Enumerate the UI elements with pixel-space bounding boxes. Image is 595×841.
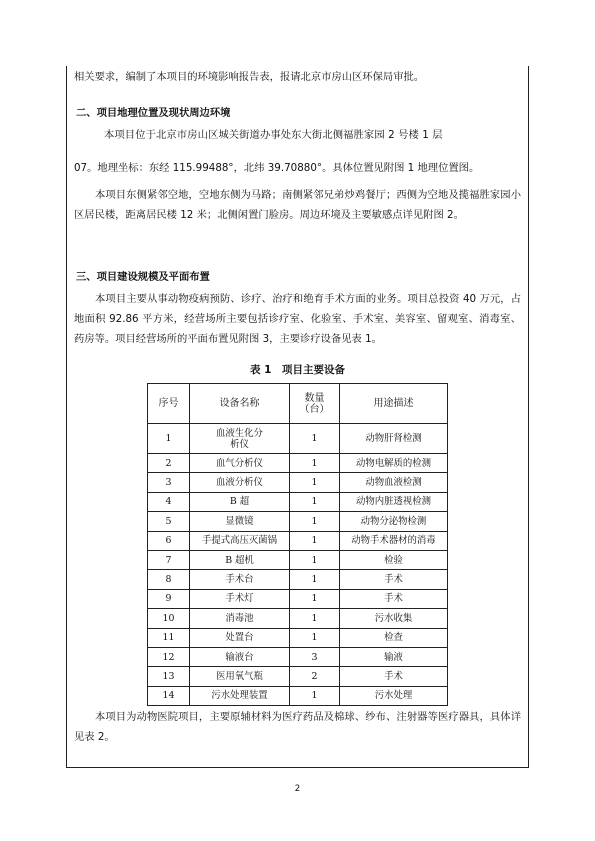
cell-qty: 1 [290,454,340,473]
cell-use: 动物分泌物检测 [340,512,448,531]
table-row [148,628,448,647]
cell-name: 血液分析仪 [190,473,290,492]
cell-use: 动物内脏透视检测 [340,492,448,511]
table-row [148,589,448,608]
table-row [148,512,448,531]
cell-qty: 1 [290,609,340,628]
cell-name: 输液台 [190,647,290,666]
cell-use: 动物肝肾检测 [340,424,448,454]
cell-qty: 2 [290,667,340,686]
cell-use: 手术 [340,570,448,589]
cell-use: 手术 [340,589,448,608]
cell-qty: 3 [290,647,340,666]
table-row [148,531,448,550]
equipment-table [147,383,448,706]
cell-use: 输液 [340,647,448,666]
table-row [148,686,448,705]
cell-no: 14 [148,686,190,705]
cell-use: 动物血液检测 [340,473,448,492]
table-row [148,454,448,473]
section-heading-scale: 三、项目建设规模及平面布置 [76,271,210,283]
cell-no: 3 [148,473,190,492]
cell-no: 13 [148,667,190,686]
cell-qty: 1 [290,628,340,647]
header-use: 用途描述 [340,384,448,424]
section-heading-location: 二、项目地理位置及现状周边环境 [76,107,231,119]
cell-name: 血液生化分析仪 [190,424,290,454]
cell-name: 血气分析仪 [190,454,290,473]
cell-name: 消毒池 [190,609,290,628]
cell-name: 显微镜 [190,512,290,531]
location-paragraph-line2: 07。地理坐标：东经 115.99488°，北纬 39.70880°。具体位置见附图 1 地理位置图。 [74,162,480,174]
cell-qty: 1 [290,424,340,454]
cell-use: 手术 [340,667,448,686]
header-qty-line2: （台） [299,403,330,415]
table-row [148,667,448,686]
cell-name: 医用氧气瓶 [190,667,290,686]
cell-use: 动物电解质的检测 [340,454,448,473]
cell-name: B 超机 [190,550,290,569]
header-qty-line1: 数量 [304,392,325,404]
cell-no: 7 [148,550,190,569]
cell-no: 9 [148,589,190,608]
cell-use: 检查 [340,628,448,647]
cell-use: 动物手术器材的消毒 [340,531,448,550]
table-row [148,473,448,492]
cell-name: 处置台 [190,628,290,647]
cell-no: 8 [148,570,190,589]
cell-use: 污水收集 [340,609,448,628]
cell-use: 检验 [340,550,448,569]
table-row [148,424,448,454]
cell-no: 12 [148,647,190,666]
table-row [148,570,448,589]
cell-qty: 1 [290,492,340,511]
header-name: 设备名称 [190,384,290,424]
table-row [148,550,448,569]
cell-no: 6 [148,531,190,550]
cell-name: 手提式高压灭菌锅 [190,531,290,550]
cell-qty: 1 [290,550,340,569]
table-row [148,647,448,666]
materials-paragraph: 本项目为动物医院项目，主要原辅材料为医疗药品及棉球、纱布、注射器等医疗器具，具体详见表 2。 [74,711,521,743]
cell-qty: 1 [290,531,340,550]
cell-name: 手术灯 [190,589,290,608]
cell-no: 4 [148,492,190,511]
cell-no: 2 [148,454,190,473]
cell-qty: 1 [290,473,340,492]
cell-no: 11 [148,628,190,647]
cell-no: 10 [148,609,190,628]
table-header-row [148,384,448,424]
cell-no: 1 [148,424,190,454]
cell-name: B 超 [190,492,290,511]
header-qty [290,384,340,424]
table-row [148,609,448,628]
table-row [148,492,448,511]
intro-tail-paragraph: 相关要求，编制了本项目的环境影响报告表，报请北京市房山区环保局审批。 [74,71,425,83]
cell-qty: 1 [290,512,340,531]
surroundings-paragraph: 本项目东侧紧邻空地，空地东侧为马路；南侧紧邻兄弟炒鸡餐厅；西侧为空地及揽福胜家园小区居民楼，距离居民楼 12 米；北侧闲置门脸房。周边环境及主要敏感点详见附图 2。 [74,189,521,221]
cell-no: 5 [148,512,190,531]
cell-qty: 1 [290,686,340,705]
location-paragraph-line1: 本项目位于北京市房山区城关街道办事处东大街北侧福胜家园 2 号楼 1 层 [104,129,443,141]
cell-use: 污水处理 [340,686,448,705]
cell-qty: 1 [290,570,340,589]
table1-caption: 表 1 项目主要设备 [250,364,345,376]
cell-qty: 1 [290,589,340,608]
cell-name: 手术台 [190,570,290,589]
page-number: 2 [294,784,301,794]
header-no: 序号 [148,384,190,424]
cell-name: 污水处理装置 [190,686,290,705]
scale-paragraph: 本项目主要从事动物疫病预防、诊疗、治疗和绝育手术方面的业务。项目总投资 40 万元，占地面积 92.86 平方米，经营场所主要包括诊疗室、化验室、手术室、美容室、留观室、消毒室、药房等。项目经营场所的平面布置见附图 3，主要诊疗设备见表 1。 [74,293,521,345]
